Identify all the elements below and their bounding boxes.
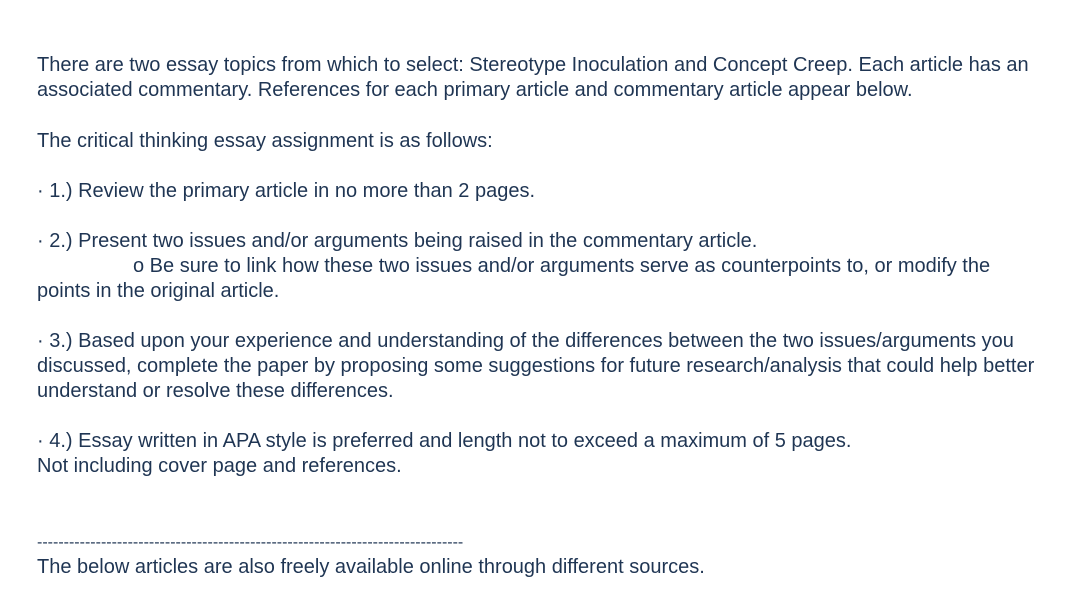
intro-paragraph: There are two essay topics from which to select: Stereotype Inoculation and Concept Creep. Each article has an associated commentary. References for each primary article and commentary article appear below. <box>37 54 1029 101</box>
footer-note: The below articles are also freely available online through different sources. <box>37 556 705 578</box>
assignment-heading: The critical thinking essay assignment is as follows: <box>37 130 493 152</box>
assignment-item-4-note: Not including cover page and references. <box>37 455 402 477</box>
assignment-item-3: · 3.) Based upon your experience and understanding of the differences between the two issues/arguments you discussed, complete the paper by proposing some suggestions for future research/analysis that could help better understand or resolve these differences. <box>37 330 1035 402</box>
assignment-item-2-subpoint <box>37 254 1037 304</box>
assignment-item-4: · 4.) Essay written in APA style is preferred and length not to exceed a maximum of 5 pages. <box>37 430 852 452</box>
document-body <box>37 53 1037 580</box>
assignment-item-2-subpoint-text: o Be sure to link how these two issues and/or arguments serve as counterpoints to, or modify the points in the original article. <box>37 255 991 302</box>
assignment-item-2: · 2.) Present two issues and/or arguments being raised in the commentary article. <box>37 230 758 252</box>
assignment-item-1: · 1.) Review the primary article in no more than 2 pages. <box>37 180 535 202</box>
section-divider: -------------------------------------------------------------------------------- <box>37 534 464 551</box>
